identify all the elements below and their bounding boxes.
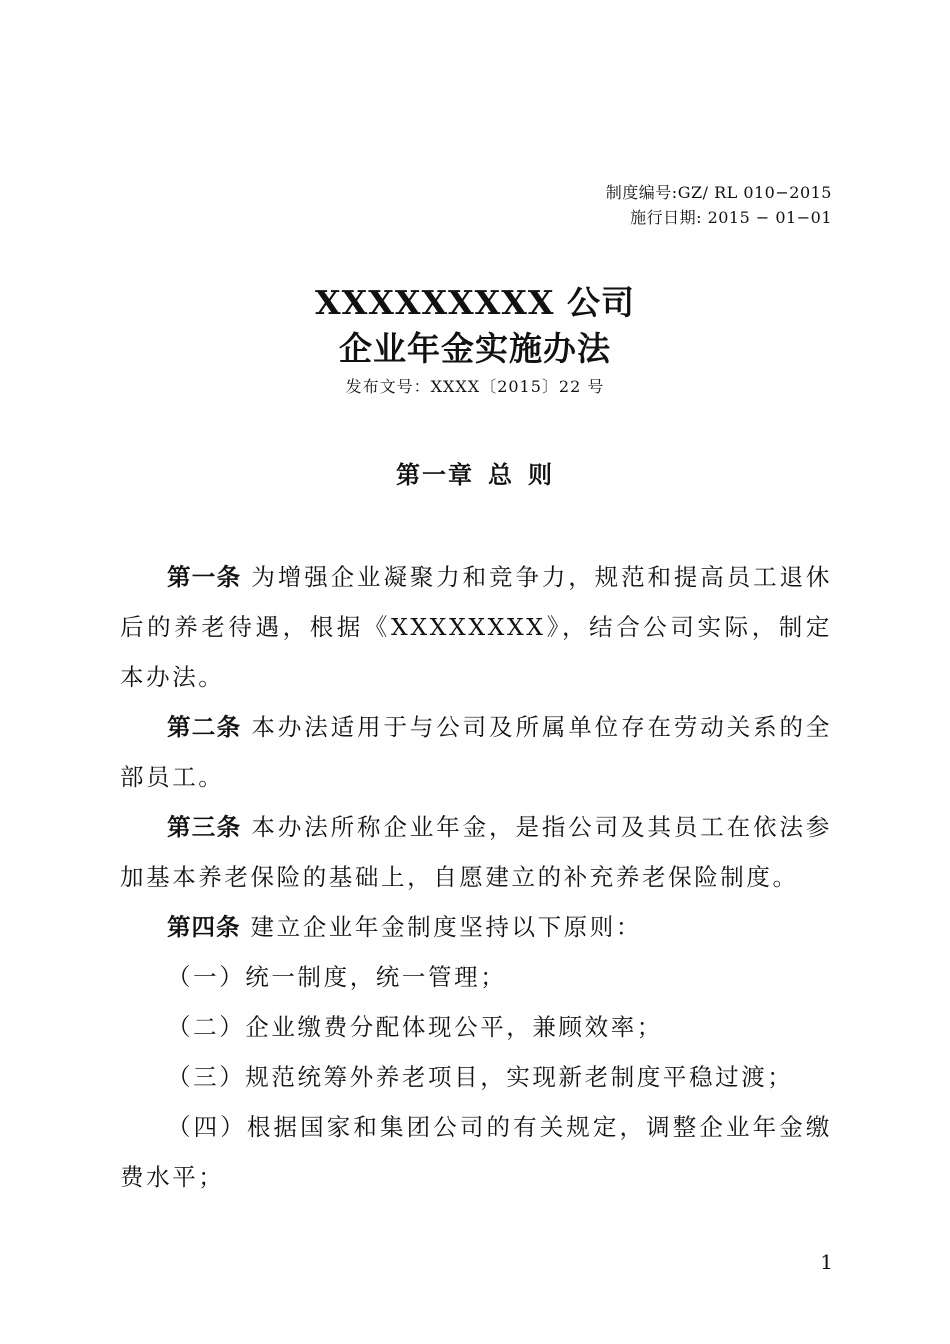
article-label: 第三条 [167,813,242,841]
article-text: 为增强企业凝聚力和竞争力，规范和提高员工退休后的养老待遇，根据《XXXXXXXX》，结合公司实际，制定本办法。 [120,563,833,691]
article [120,552,832,702]
article [120,702,832,802]
article-text: 建立企业年金制度坚持以下原则： [250,913,642,941]
effective-date: 施行日期: 2015 − 01−01 [630,208,832,227]
document-body [120,552,832,1202]
principle-item: （三）规范统筹外养老项目，实现新老制度平稳过渡； [167,1063,794,1091]
issue-number: 发布文号：XXXX〔2015〕22 号 [345,377,605,396]
page-number: 1 [820,1250,833,1274]
article-label: 第一条 [167,563,242,591]
article [120,902,832,952]
principle-item: （二）企业缴费分配体现公平，兼顾效率； [167,1013,663,1041]
document-meta [606,180,832,230]
chapter-heading [0,455,950,490]
article-text: 本办法适用于与公司及所属单位存在劳动关系的全部员工。 [120,713,833,791]
article-label: 第二条 [167,713,242,741]
article-label: 第四条 [167,913,241,941]
document-title: 企业年金实施办法 [339,329,611,368]
doc-code: 制度编号:GZ/ RL 010−2015 [605,183,832,202]
title-block [0,280,950,400]
chapter-number: 第一章 [396,460,474,489]
chapter-word-2: 则 [528,460,554,489]
company-title: XXXXXXXXX 公司 [315,283,635,322]
chapter-word-1: 总 [488,460,514,489]
principle-item: （一）统一制度，统一管理； [167,963,507,991]
article [120,802,832,902]
principle-item: （四）根据国家和集团公司的有关规定，调整企业年金缴费水平； [120,1113,832,1191]
article-text: 本办法所称企业年金，是指公司及其员工在依法参加基本养老保险的基础上，自愿建立的补充养老保险制度。 [120,813,833,891]
